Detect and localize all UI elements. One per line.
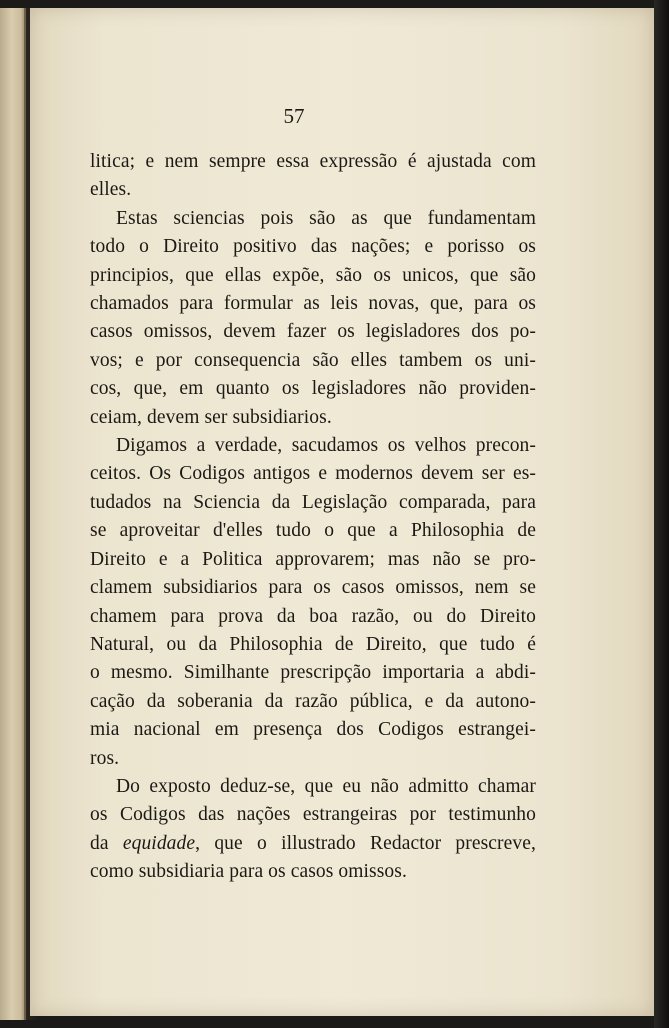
- paragraph-2: [90, 205, 536, 432]
- text-line: Estas sciencias pois são as que fundamentam: [116, 207, 536, 229]
- italic-term: equidade: [122, 832, 196, 854]
- text-line: Digamos a verdade, sacudamos os velhos precon-: [116, 435, 536, 457]
- text-line: os Codigos das nações estrangeiras por testimunho: [90, 804, 536, 826]
- paragraph-3: [90, 432, 536, 773]
- text-line: vos; e por consequencia são elles tambem os uni-: [90, 349, 536, 371]
- text-line: se aproveitar d'elles tudo o que a Philosophia de: [90, 520, 536, 542]
- text-run: da: [90, 832, 123, 854]
- text-line: chamados para formular as leis novas, que, para os: [90, 293, 536, 315]
- left-page-edge: [0, 8, 26, 1020]
- text-line: chamem para prova da boa razão, ou do Direito: [90, 605, 536, 627]
- text-line: ceitos. Os Codigos antigos e modernos devem ser es-: [90, 463, 536, 485]
- text-line: tudados na Sciencia da Legislação comparada, para: [90, 491, 536, 513]
- text-line: ceiam, devem ser subsidiarios.: [90, 406, 332, 428]
- text-line: cação da soberania da razão pública, e da autono-: [90, 690, 536, 712]
- text-line: como subsidiaria para os casos omissos.: [90, 861, 407, 883]
- text-line: cos, que, em quanto os legisladores não providen-: [90, 378, 536, 400]
- text-run: , que o illustrado Redactor prescreve,: [195, 832, 536, 854]
- text-line: ros.: [90, 747, 120, 769]
- text-line: o mesmo. Similhante prescripção importaria a abdi-: [90, 662, 536, 684]
- page-number: 57: [283, 104, 305, 128]
- text-line: elles.: [90, 179, 132, 201]
- paragraph-4: [90, 773, 536, 887]
- text-line: todo o Direito positivo das nações; e porisso os: [90, 236, 536, 258]
- text-line: clamem subsidiarios para os casos omissos, nem se: [90, 577, 536, 599]
- right-border: [654, 0, 669, 1028]
- text-line: Natural, ou da Philosophia de Direito, que tudo é: [90, 633, 536, 655]
- paragraph-1: [90, 148, 536, 205]
- body-text: [90, 148, 536, 887]
- text-line: Direito e a Politica approvarem; mas não se pro-: [90, 548, 536, 570]
- text-line: casos omissos, devem fazer os legisladores dos po-: [90, 321, 536, 343]
- text-line: principios, que ellas expõe, são os unicos, que são: [90, 264, 536, 286]
- text-line: Do exposto deduz-se, que eu não admitto chamar: [116, 775, 536, 797]
- book-page: [30, 8, 654, 1016]
- text-line: litica; e nem sempre essa expressão é ajustada com: [90, 151, 536, 172]
- text-line-with-italic: [90, 830, 536, 858]
- text-line: mia nacional em presença dos Codigos estrangei-: [90, 719, 536, 741]
